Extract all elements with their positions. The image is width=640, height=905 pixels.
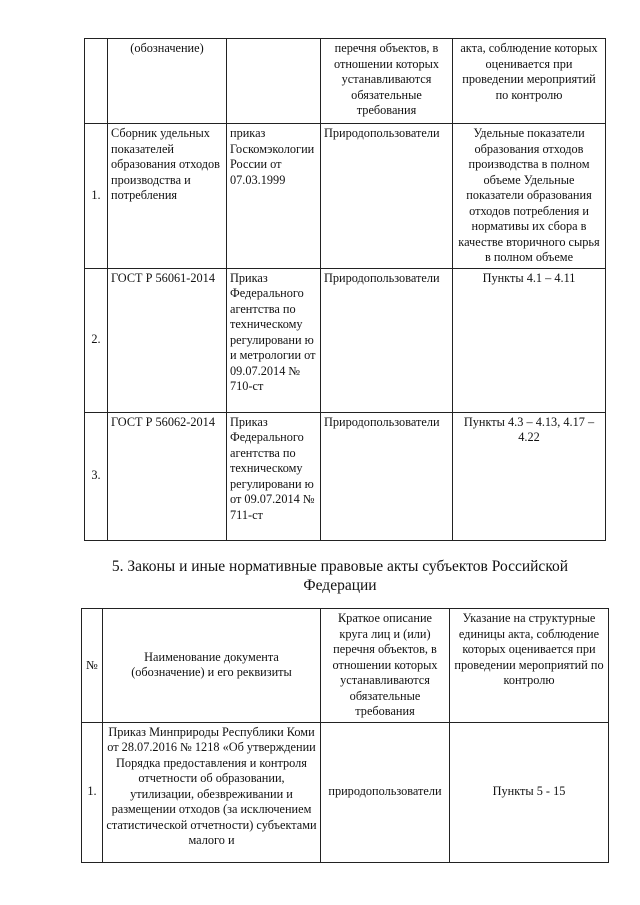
header-structural-units: Указание на структурные единицы акта, соблюдение которых оценивается при проведении мероприятий по контролю xyxy=(450,609,609,723)
row-structural-units: Удельные показатели образования отходов производства в полном объеме Удельные показатели образования отходов потребления и нормативы их сбора в качестве вторичного сырья в полном объеме xyxy=(453,124,606,269)
header-structural-units: акта, соблюдение которых оценивается при проведении мероприятий по контролю xyxy=(453,39,606,124)
row-doc-name: Сборник удельных показателей образования отходов производства и потребления xyxy=(108,124,227,269)
row-requisites: приказ Госкомэкологии России от 07.03.1999 xyxy=(227,124,321,269)
row-persons: Природопользователи xyxy=(321,268,453,412)
row-num: 2. xyxy=(85,268,108,412)
row-structural-units: Пункты 5 - 15 xyxy=(450,722,609,862)
row-structural-units: Пункты 4.3 – 4.13, 4.17 – 4.22 xyxy=(453,412,606,540)
row-persons: природопользователи xyxy=(321,722,450,862)
header-requisites xyxy=(227,39,321,124)
row-requisites: Приказ Федерального агентства по техническому регулировани ю и метрологии от 09.07.2014 № 710-ст xyxy=(227,268,321,412)
row-structural-units: Пункты 4.1 – 4.11 xyxy=(453,268,606,412)
header-num xyxy=(85,39,108,124)
row-persons: Природопользователи xyxy=(321,124,453,269)
header-doc-name: Наименование документа (обозначение) и его реквизиты xyxy=(103,609,321,723)
section-title: 5. Законы и иные нормативные правовые акты субъектов Российской Федерации xyxy=(111,558,569,594)
row-persons: Природопользователи xyxy=(321,412,453,540)
table-row xyxy=(82,722,609,862)
header-num: № xyxy=(82,609,103,723)
row-num: 1. xyxy=(82,722,103,862)
header-persons: Краткое описание круга лиц и (или) перечня объектов, в отношении которых устанавливаются обязательные требования xyxy=(321,609,450,723)
row-requisites: Приказ Федерального агентства по техническому регулировани ю от 09.07.2014 № 711-ст xyxy=(227,412,321,540)
row-num: 1. xyxy=(85,124,108,269)
row-doc-name: ГОСТ Р 56061-2014 xyxy=(108,268,227,412)
table-header-row xyxy=(82,609,609,723)
table-header-row xyxy=(85,39,606,124)
table-row xyxy=(85,124,606,269)
requirements-table-federal xyxy=(84,38,606,541)
header-persons: перечня объектов, в отношении которых устанавливаются обязательные требования xyxy=(321,39,453,124)
table-row xyxy=(85,268,606,412)
row-doc-name: Приказ Минприроды Республики Коми от 28.07.2016 № 1218 «Об утверждении Порядка предоставления и контроля отчетности об образовании, утилизации, обезвреживании и размещении отходов (за исключением статистической отчетности) субъектами малого и xyxy=(103,722,321,862)
header-name: (обозначение) xyxy=(108,39,227,124)
row-doc-name: ГОСТ Р 56062-2014 xyxy=(108,412,227,540)
requirements-table-regional xyxy=(81,608,609,863)
row-num: 3. xyxy=(85,412,108,540)
table-row xyxy=(85,412,606,540)
